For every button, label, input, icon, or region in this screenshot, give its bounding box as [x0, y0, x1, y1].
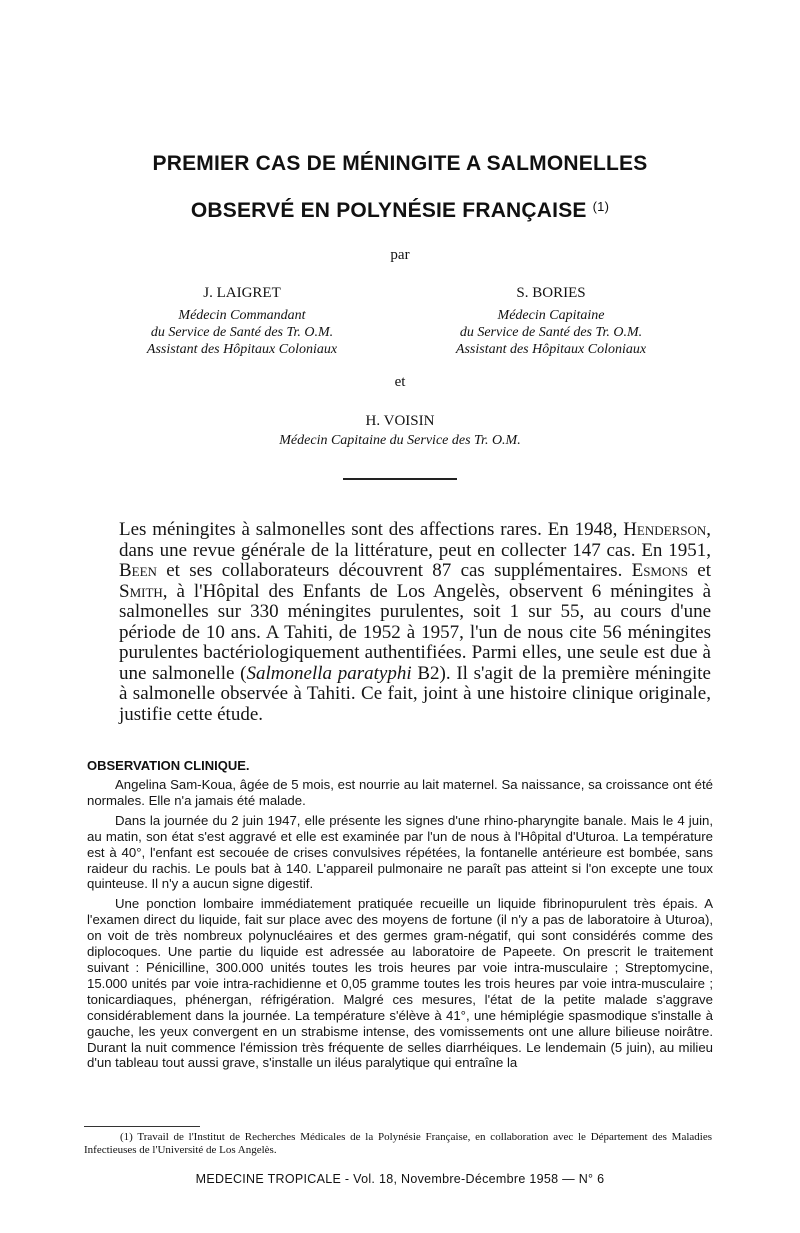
author-citation-henderson: Henderson — [623, 519, 707, 540]
byline-par: par — [390, 247, 410, 263]
author-name: S. BORIES — [516, 285, 586, 301]
body-paragraph: Une ponction lombaire immédiatement pratiquée recueille un liquide fibrinopurulent très épais. A l'examen direct du liquide, fait sur place avec des moyens de fortune (il n'y a pas de laboratoire à Uturoa), on voit de très nombreux polynucléaires et des germes gram-négatif, qui sont considérés comme des diplocoques. Une partie du liquide est adressée au laboratoire de Papeete. On prescrit le traitement suivant : Pénicilline, 300.000 unités toutes les trois heures par voie intra-musculaire ; Streptomycine, 15.000 unités par voie intra-rachidienne et 0,05 gramme toutes les trois heures par voie intra-musculaire ; tonicardiaques, phénergan, réfrigération. Malgré ces mesures, l'état de la petite malade s'aggrave considérablement dans la journée. La température s'élève à 41°, une hémiplégie spasmodique s'installe à gauche, les yeux convergent en un strabisme intense, des vomissements ont une allure bilieuse noirâtre. Durant la nuit commence l'émission très fréquente de selles diarrhéiques. Le lendemain (5 juin), au milieu d'un tableau tout aussi grave, s'installe un iléus paralytique qui entraîne la — [87, 896, 713, 1071]
body-paragraph: Dans la journée du 2 juin 1947, elle présente les signes d'une rhino-pharyngite banale. Mais le 4 juin, au matin, son état s'est aggravé et elle est examinée par l'un de nous à l'Hôpital d'Uturoa. La température est à 40°, l'enfant est secouée de crises convulsives répétées, la fontanelle antérieure est bombée, sans raideur du rachis. Le pouls bat à 140. L'appareil pulmonaire ne paraît pas atteint si l'on excepte une toux quinteuse. Il n'y a aucun signe digestif. — [87, 812, 713, 892]
author-block-laigret — [92, 285, 392, 358]
intro-text: B2). Il s'agit de la première méningite à salmonelle observée à Tahiti. Ce fait, joint à une histoire clinique originale, justifie cette étude. — [119, 662, 711, 725]
footnote: (1) Travail de l'Institut de Recherches Médicales de la Polynésie Française, en collaboration avec le Département des Maladies Infectieuses de l'Université de Los Angelès. — [84, 1131, 712, 1156]
author-citation-been: Been — [119, 560, 157, 581]
article-title-line-2 — [0, 199, 800, 223]
footnote-rule — [84, 1126, 200, 1127]
author-affiliation: Assistant des Hôpitaux Coloniaux — [455, 342, 647, 357]
intro-text: et — [688, 560, 711, 581]
section-heading: OBSERVATION CLINIQUE. — [87, 758, 250, 773]
author-name-voisin: H. VOISIN — [365, 413, 435, 429]
intro-text: , à l'Hôpital des Enfants de Los Angelès, observent 6 méningites à salmonelles sur 330 méningites purulentes, soit 1 sur 55, au cours d'une période de 10 ans. A Tahiti, de 1952 à 1957, l'un de nous cite 56 méningites purulentes bactériologiquement authentifiées. Parmi elles, une seule est due à une salmonelle ( — [119, 580, 711, 684]
byline-et: et — [394, 374, 406, 390]
body-paragraph: Angelina Sam-Koua, âgée de 5 mois, est nourrie au lait maternel. Sa naissance, sa croissance ont été normales. Elle n'a jamais été malade. — [87, 777, 713, 808]
journal-footer: MEDECINE TROPICALE - Vol. 18, Novembre-Décembre 1958 — N° 6 — [195, 1172, 605, 1186]
author-block-bories — [401, 285, 701, 358]
title-footnote-mark[interactable]: (1) — [592, 199, 610, 214]
article-title-text: OBSERVÉ EN POLYNÉSIE FRANÇAISE — [190, 199, 587, 222]
species-name: Salmonella paratyphi — [246, 662, 412, 684]
author-role-voisin: Médecin Capitaine du Service des Tr. O.M. — [279, 433, 521, 448]
author-citation-smith: Smith — [119, 580, 163, 602]
intro-text: Les méningites à salmonelles sont des affections rares. En 1948, — [119, 519, 624, 540]
title-separator-rule — [343, 478, 457, 480]
author-citation-esmons: Esmons — [631, 560, 688, 581]
author-rank: Médecin Commandant — [178, 308, 306, 323]
author-affiliation: Assistant des Hôpitaux Coloniaux — [146, 342, 338, 357]
intro-text: et ses collaborateurs découvrent 87 cas supplémentaires. — [156, 560, 632, 581]
author-rank: Médecin Capitaine — [497, 308, 605, 323]
article-title-line-1: PREMIER CAS DE MÉNINGITE A SALMONELLES — [152, 152, 648, 175]
author-name: J. LAIGRET — [203, 285, 281, 301]
intro-paragraph — [119, 520, 711, 725]
observation-body — [87, 777, 713, 1071]
author-service: du Service de Santé des Tr. O.M. — [150, 325, 334, 340]
author-service: du Service de Santé des Tr. O.M. — [459, 325, 643, 340]
intro-text: , dans une revue générale de la littérature, peut en collecter 147 cas. En 1951, — [119, 519, 711, 561]
